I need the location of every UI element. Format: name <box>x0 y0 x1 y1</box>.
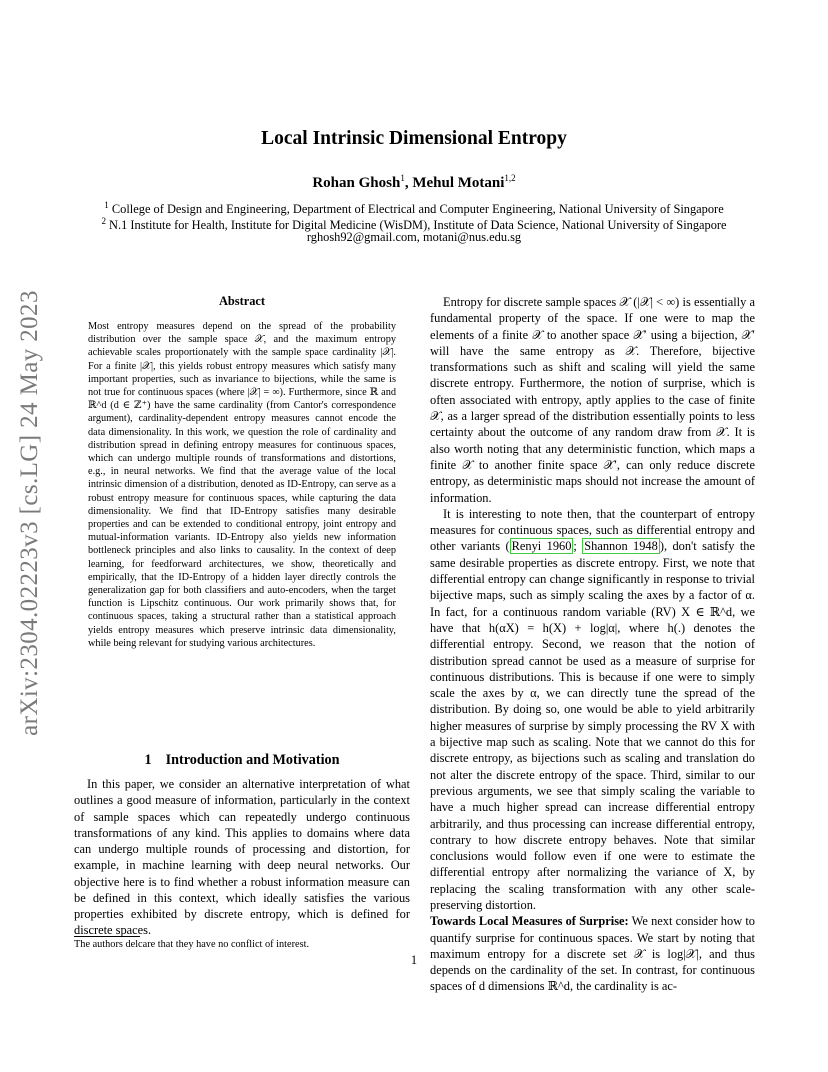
run-in-heading: Towards Local Measures of Surprise: <box>430 914 629 929</box>
affiliation-text: N.1 Institute for Health, Institute for Digital Medicine (WisDM), Institute of Data Science, National University of Singapore <box>109 218 727 233</box>
author-list: Rohan Ghosh$^1$, Mehul Motani$^{1,2}$ <box>312 173 516 191</box>
arxiv-id: arXiv:2304.02223v3 [cs.LG] 24 May 2023 <box>16 290 44 736</box>
paragraph-text: We next consider how to quantify surprise for continuous spaces. We start by noting that maximum entropy for a discrete set 𝒳 is log|𝒳|, and thus depends on the cardinality of the set. In contrast, for continuous spaces of d dimensions ℝ^d, the cardinality is ac- <box>430 914 755 994</box>
paragraph: In this paper, we consider an alternative interpretation of what outlines a good measure of information, particularly in the context of sample spaces which can repeatedly undergo continuous transformations of any kind. This applies to domains where data can undergo multiple rounds of processing and distortion, for example, in machine learning with deep neural networks. Our objective here is to find whether a robust information measure can be defined in this context, which ideally satisfies the various properties exhibited by discrete entropy, which is defined for discrete spaces. <box>74 777 410 938</box>
citation-link[interactable]: Shannon 1948 <box>584 539 658 554</box>
page-number: 1 <box>410 953 418 967</box>
affiliation-mark: 1 <box>104 200 109 210</box>
author-emails: rghosh92@gmail.com, motani@nus.edu.sg <box>306 230 522 244</box>
author-affiliation-mark: 1,2 <box>504 173 516 183</box>
author-name: Mehul Motani <box>412 175 505 191</box>
section-number: 1 <box>144 752 152 768</box>
left-column-text <box>74 776 410 939</box>
citation-separator: ; <box>573 539 583 554</box>
paragraph: Entropy for discrete sample spaces 𝒳 (|𝒳| < ∞) is essentially a fundamental property of the space. If one were to map the elements of a finite 𝒳 to another space 𝒳′ using a bijection, 𝒳′ will have the same entropy as 𝒳. Therefore, bijective transformations such as shift and scaling will yield the same discrete entropy. Furthermore, the notion of surprise, which is often associated with entropy, aptly applies to the case of finite 𝒳, as a larger spread of the distribution essentially points to less certainty about the outcome of any random draw from 𝒳. It is also worth noting that any deterministic function, which maps a finite 𝒳 to another finite space 𝒳′, can only reduce discrete entropy, as deterministic maps should not increase the amount of information. <box>430 295 755 505</box>
author-affiliation-mark: 1 <box>400 173 405 183</box>
paragraph <box>430 506 755 913</box>
paragraph-text: ), don't satisfy the same desirable properties as discrete entropy. First, we note that differential entropy can change significantly in response to trivial bijective maps, such as simply scaling the axes by a factor of α. In fact, for a continuous random variable (RV) X ∈ ℝ^d, we have that h(αX) = h(X) + log|α|, where h(.) denotes the differential entropy. Second, we reason that the notion of distribution spread cannot be used as a measure of surprise for continuous distributions. This is because if one were to simply scale the axes by α, we can directly tune the spread of the distribution. By doing so, one would be able to yield arbitrarily higher measures of surprise by simply processing the RV X with a bijective map such as scaling. Note that we cannot do this for discrete entropy, as bijections such as scaling and translation do not alter the discrete entropy of the space. Third, similar to our previous arguments, we see that simply scaling the variable to have a much higher spread can increase differential entropy arbitrarily, and thus processing can increase differential entropy, contrary to how discrete entropy behaves. Note that similar conclusions would follow even if one were to estimate the differential entropy after normalizing the variance of X, by replacing the scaling transformation with any other scale-preserving distortion. <box>430 539 756 912</box>
author-name: Rohan Ghosh <box>312 175 401 191</box>
arxiv-stamp <box>12 258 48 768</box>
right-column-text <box>430 294 755 995</box>
paragraph-text: It is interesting to note then, that the counterpart of entropy measures for continuous spaces, such as differential entropy and other variants ( <box>430 506 755 554</box>
citation-link[interactable]: Renyi 1960 <box>511 539 572 554</box>
section-heading <box>74 752 410 769</box>
abstract-heading: Abstract <box>218 294 266 308</box>
footnote: The authors delcare that they have no conflict of interest. <box>74 939 310 950</box>
abstract-body: Most entropy measures depend on the spread of the probability distribution over the sample space 𝒳, and the maximum entropy achievable scales proportionately with the sample space cardinality |𝒳|. For a finite |𝒳|, this yields robust entropy measures which satisfy many important properties, such as invariance to bijections, while the same is not true for continuous spaces (where |𝒳| = ∞). Furthermore, since ℝ and ℝ^d (d ∈ ℤ⁺) have the same cardinality (from Cantor's correspondence argument), cardinality-dependent entropy measures cannot encode the data dimensionality. In this work, we question the role of cardinality and distribution spread in defining entropy measures for continuous spaces, which can undergo multiple rounds of transformations and distortions, e.g., in neural networks. We find that the average value of the local intrinsic dimension of a distribution, denoted as ID-Entropy, can serve as a robust entropy measure for continuous spaces, while capturing the data dimensionality. We find that ID-Entropy satisfies many desirable properties and can be extended to conditional entropy, joint entropy and mutual-information variants. ID-Entropy also yields new information bottleneck principles and also links to causality. In the context of deep learning, for feedforward architectures, we show, theoretically and empirically, that the ID-Entropy of a hidden layer directly controls the generalization gap for both classifiers and auto-encoders, when the target function is Lipschitz continuous. Our work primarily shows that, for continuous spaces, taking a structural rather than a statistical approach yields entropy measures which preserve intrinsic data dimensionality, while being relevant for studying various architectures. <box>88 321 396 649</box>
affiliation-text: College of Design and Engineering, Department of Electrical and Computer Engineering, National University of Singapore <box>111 202 724 217</box>
footnote-divider <box>74 936 140 937</box>
section-title: Introduction and Motivation <box>165 752 340 768</box>
affiliation-mark: 2 <box>101 216 106 226</box>
paper-title: Local Intrinsic Dimensional Entropy <box>261 128 567 149</box>
